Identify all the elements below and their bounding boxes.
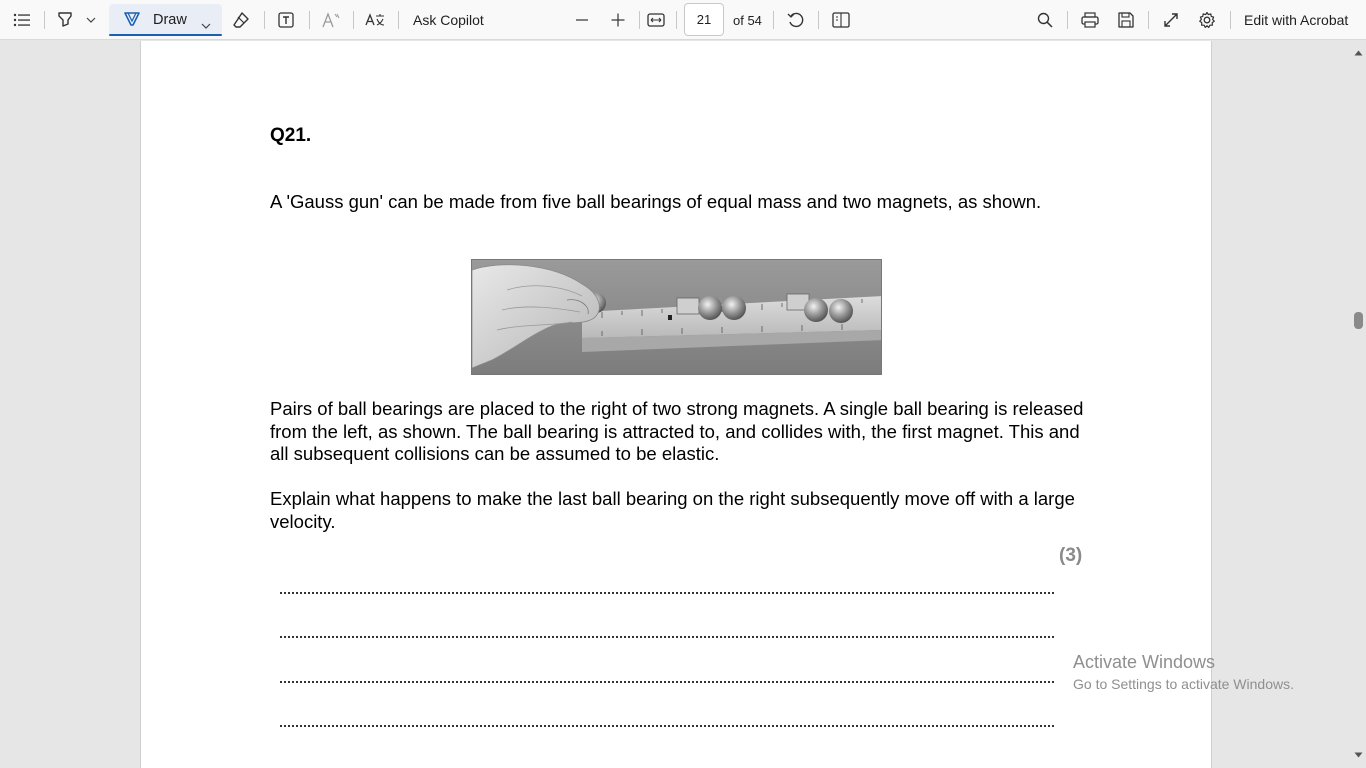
minus-icon <box>576 19 590 21</box>
rotate-icon[interactable] <box>785 0 807 40</box>
vertical-scrollbar-thumb[interactable] <box>1354 312 1363 329</box>
toolbar-divider <box>1067 11 1068 29</box>
task-paragraph: Explain what happens to make the last ball bearing on the right subsequently move off with a large velocity. <box>270 488 1075 532</box>
scroll-up-arrow-icon[interactable] <box>1352 48 1364 58</box>
scroll-down-arrow-icon[interactable] <box>1352 750 1364 760</box>
answer-line <box>279 636 1056 638</box>
toolbar-divider <box>1148 11 1149 29</box>
gauss-gun-photo <box>471 259 882 375</box>
ask-copilot-label: Ask Copilot <box>413 12 484 28</box>
expand-icon[interactable] <box>1160 0 1182 40</box>
zoom-in-button[interactable] <box>607 0 629 40</box>
edit-with-acrobat-button[interactable] <box>1244 0 1356 40</box>
intro-paragraph: A 'Gauss gun' can be made from five ball bearings of equal mass and two magnets, as shown. <box>270 191 1042 212</box>
list-icon[interactable] <box>10 0 34 40</box>
page-view-icon[interactable] <box>830 0 852 40</box>
page-total <box>733 0 763 40</box>
answer-line <box>279 725 1056 727</box>
highlight-options-chevron-icon[interactable] <box>84 0 98 40</box>
fit-width-icon[interactable] <box>645 0 667 40</box>
pdf-toolbar <box>0 0 1366 40</box>
toolbar-divider <box>44 11 45 29</box>
draw-label: Draw <box>153 12 187 28</box>
draw-button[interactable] <box>109 4 222 36</box>
gear-icon[interactable] <box>1196 0 1218 40</box>
plus-icon <box>611 13 625 27</box>
edit-with-acrobat-label: Edit with Acrobat <box>1244 12 1349 28</box>
toolbar-divider <box>1230 11 1231 29</box>
draw-active-indicator <box>109 34 222 36</box>
marks-label: (3) <box>1059 545 1083 566</box>
save-icon[interactable] <box>1115 0 1137 40</box>
draw-pen-icon <box>123 11 141 34</box>
toolbar-divider <box>264 11 265 29</box>
activate-windows-subtitle: Go to Settings to activate Windows. <box>1073 676 1294 692</box>
toolbar-divider <box>676 11 677 29</box>
page-total-label: of 54 <box>733 12 762 28</box>
answer-line <box>279 592 1056 594</box>
question-title: Q21. <box>270 125 312 146</box>
answer-line <box>279 681 1056 683</box>
eraser-icon[interactable] <box>230 0 252 40</box>
toolbar-divider <box>398 11 399 29</box>
draw-options-chevron-icon[interactable] <box>201 16 211 34</box>
read-aloud-icon[interactable] <box>320 0 342 40</box>
activate-windows-title: Activate Windows <box>1073 652 1216 672</box>
page-number-input[interactable]: 21 <box>684 3 724 36</box>
text-box-icon[interactable] <box>275 0 297 40</box>
toolbar-divider <box>818 11 819 29</box>
toolbar-divider <box>773 11 774 29</box>
translate-icon[interactable] <box>364 0 386 40</box>
zoom-out-button[interactable] <box>572 0 594 40</box>
description-paragraph: Pairs of ball bearings are placed to the right of two strong magnets. A single ball bearing is released from the left, as shown. The ball bearing is attracted to, and collides with, the first magnet. This and all subsequent collisions can be assumed to be elastic. <box>270 398 1084 464</box>
toolbar-divider <box>353 11 354 29</box>
search-icon[interactable] <box>1034 0 1056 40</box>
print-icon[interactable] <box>1079 0 1101 40</box>
toolbar-divider <box>639 11 640 29</box>
pdf-page <box>140 41 1212 768</box>
ask-copilot-button[interactable] <box>413 0 493 40</box>
highlighter-icon[interactable] <box>54 0 76 40</box>
toolbar-divider <box>309 11 310 29</box>
